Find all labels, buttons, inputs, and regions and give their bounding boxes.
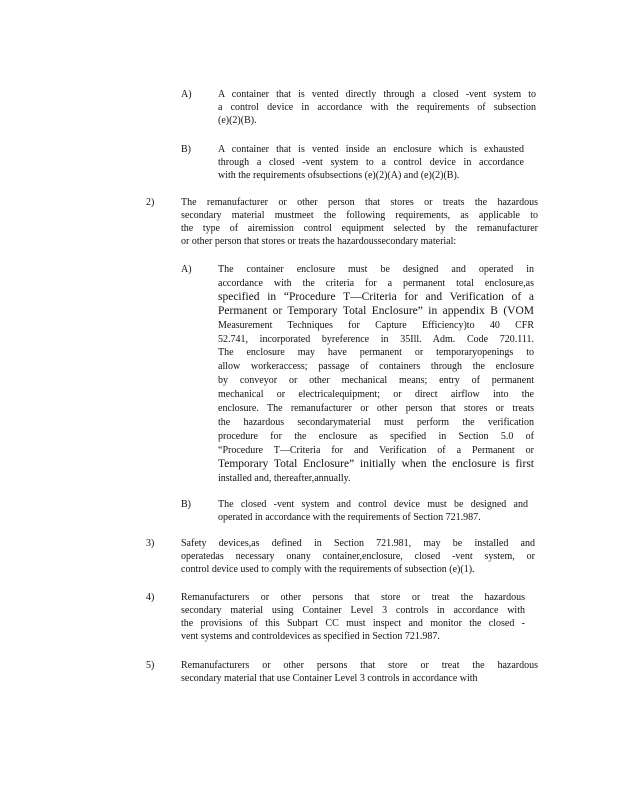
item-label: A) (181, 264, 192, 275)
text-line: mechanical or electricalequipment; or direct airflow into the (218, 389, 534, 401)
text-line: the hazardous secondarymaterial must perform the verification (218, 416, 534, 428)
text-line: The enclosure may have permanent or temporaryopenings to (218, 347, 534, 359)
text-line: allow workeraccess; passage of containers through the enclosure (218, 361, 534, 373)
text-line: Permanent or Temporary Total Enclosure” in appendix B (VOM (218, 304, 534, 317)
item-label: 2) (146, 197, 155, 208)
text-line: “Procedure T—Criteria for and Verification of a Permanent or (218, 444, 534, 456)
item-label: 3) (146, 538, 155, 549)
item-label: B) (181, 144, 191, 155)
text-line: procedure for the enclosure as specified in Section 5.0 of (218, 430, 534, 442)
text-line: by conveyor or other mechanical means; entry of permanent (218, 375, 534, 387)
text-line: secondary material that use Container Level 3 controls in accordance with (181, 673, 478, 684)
text-line: a control device in accordance with the requirements of subsection (218, 102, 536, 113)
text-line: Measurement Techniques for Capture Efficiency)to 40 CFR (218, 319, 534, 331)
text-line: Safety devices,as defined in Section 721.981, may be installed and (181, 538, 535, 549)
text-line: or other person that stores or treats the hazardoussecondary material: (181, 236, 457, 247)
text-line: the type of airemission control equipment selected by the remanufacturer (181, 223, 538, 234)
text-line: accordance with the criteria for a permanent total enclosure,as (218, 277, 534, 289)
text-line: through a closed -vent system to a control device in accordance (218, 157, 524, 168)
text-line: with the requirements ofsubsections (e)(2)(A) and (e)(2)(B). (218, 170, 460, 181)
item-label: A) (181, 89, 192, 100)
text-line: Temporary Total Enclosure” initially when the enclosure is first (218, 457, 534, 470)
text-line: operated in accordance with the requirements of Section 721.987. (218, 512, 481, 523)
text-line: secondary material mustmeet the following requirements, as applicable to (181, 210, 538, 221)
text-line: A container that is vented directly through a closed -vent system to (218, 89, 536, 100)
text-line: The container enclosure must be designed and operated in (218, 264, 534, 275)
text-line: The remanufacturer or other person that stores or treats the hazardous (181, 197, 538, 208)
item-label: 4) (146, 592, 155, 603)
text-line: installed and, thereafter,annually. (218, 472, 351, 484)
text-line: specified in “Procedure T—Criteria for and Verification of a (218, 290, 534, 303)
text-line: enclosure. The remanufacturer or other person that stores or treats (218, 403, 534, 414)
text-line: operatedas necessary onany container,enclosure, closed -vent system, or (181, 551, 535, 562)
text-line: control device used to comply with the requirements of subsection (e)(1). (181, 564, 475, 575)
text-line: 52.741, incorporated byreference in 35Ill. Adm. Code 720.111. (218, 333, 534, 345)
text-line: Remanufacturers or other persons that store or treat the hazardous (181, 592, 525, 603)
text-line: the provisions of this Subpart CC must inspect and monitor the closed - (181, 618, 525, 629)
text-line: secondary material using Container Level 3 controls in accordance with (181, 605, 525, 616)
text-line: The closed -vent system and control device must be designed and (218, 499, 528, 510)
item-label: B) (181, 499, 191, 510)
text-line: (e)(2)(B). (218, 115, 257, 126)
item-label: 5) (146, 660, 155, 671)
text-line: A container that is vented inside an enclosure which is exhausted (218, 144, 524, 155)
text-line: Remanufacturers or other persons that store or treat the hazardous (181, 660, 538, 671)
text-line: vent systems and controldevices as specified in Section 721.987. (181, 631, 440, 642)
